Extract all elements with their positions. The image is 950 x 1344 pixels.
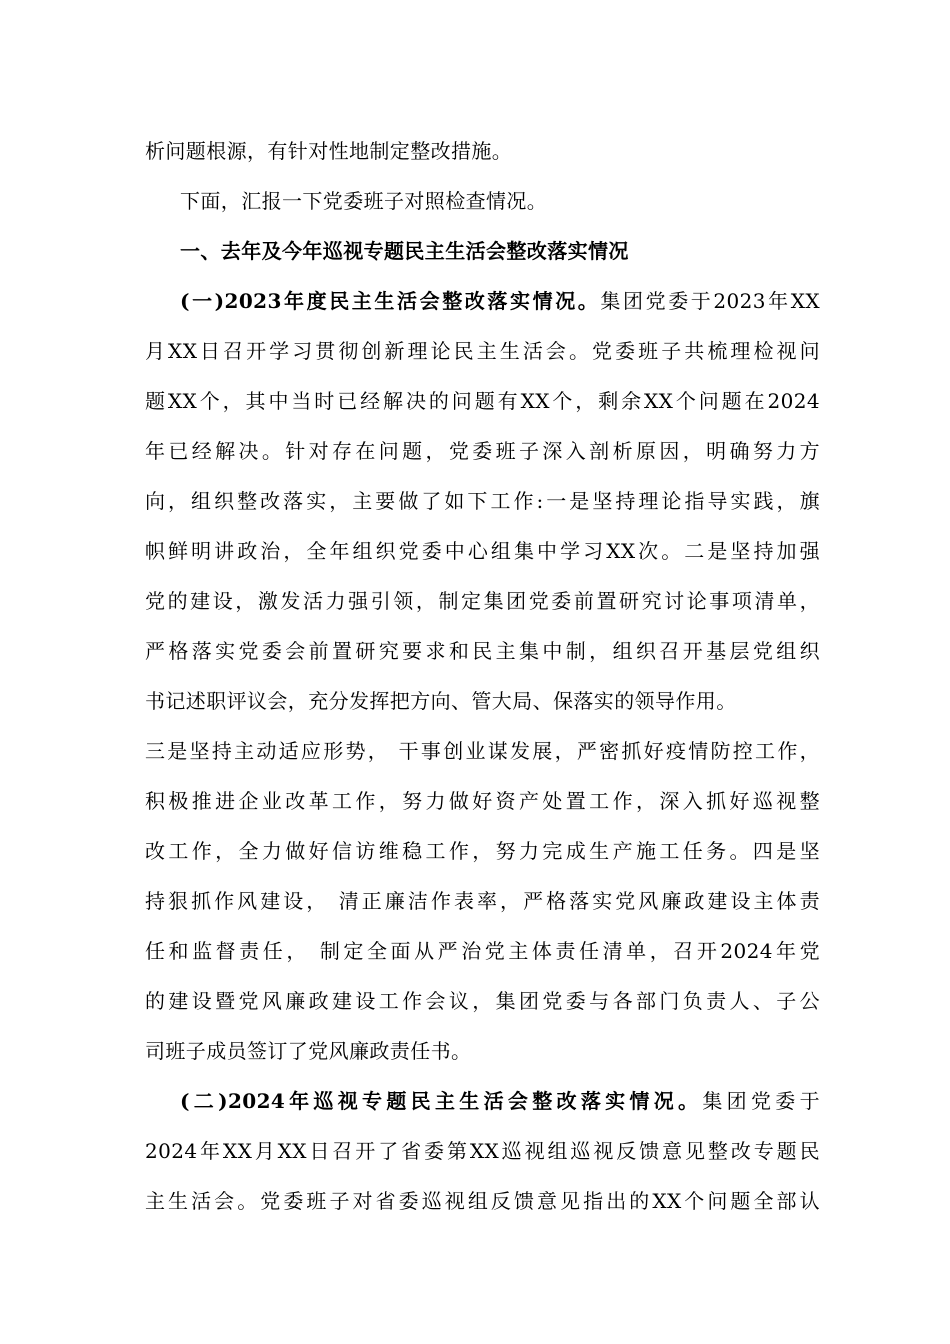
text-line: 帜鲜明讲政治，全年组织党委中心组集中学习XX次。二是坚持加强 (145, 539, 820, 563)
text-line: 题XX个，其中当时已经解决的问题有XX个，剩余XX个问题在2024 (145, 389, 820, 413)
text-line: 2024年XX月XX日召开了省委第XX巡视组巡视反馈意见整改专题民 (145, 1139, 820, 1163)
text-line: 持狠抓作风建设， 清正廉洁作表率，严格落实党风廉政建设主体责 (145, 889, 820, 913)
text-line: 的建设暨党风廉政建设工作会议，集团党委与各部门负责人、子公 (145, 989, 820, 1013)
text-line: 改工作，全力做好信访维稳工作，努力完成生产施工任务。四是坚 (145, 839, 820, 863)
text-line: 月XX日召开学习贯彻创新理论民主生活会。党委班子共梳理检视问 (145, 339, 820, 363)
text-line: 任和监督责任， 制定全面从严治党主体责任清单，召开2024年党 (145, 939, 820, 963)
text-line: 下面，汇报一下党委班子对照检查情况。 (180, 189, 548, 213)
text-line: 书记述职评议会，充分发挥把方向、管大局、保落实的领导作用。 (145, 689, 737, 713)
section-heading: 一、去年及今年巡视专题民主生活会整改落实情况 (180, 239, 629, 263)
text-line: 严格落实党委会前置研究要求和民主集中制，组织召开基层党组织 (145, 639, 820, 663)
text-line: 三是坚持主动适应形势， 干事创业谋发展，严密抓好疫情防控工作， (145, 739, 820, 763)
text-line: 年已经解决。针对存在问题，党委班子深入剖析原因，明确努力方 (145, 439, 820, 463)
text-span: 集团党委于2023年XX (600, 289, 820, 313)
subsection-line (180, 1086, 820, 1116)
subsection-heading: (二)2024年巡视专题民主生活会整改落实情况。 (180, 1089, 703, 1113)
text-span: 集团党委于 (702, 1089, 820, 1113)
text-line: 主生活会。党委班子对省委巡视组反馈意见指出的XX个问题全部认 (145, 1189, 820, 1213)
text-line: 司班子成员签订了党风廉政责任书。 (145, 1039, 472, 1063)
subsection-heading: (一)2023年度民主生活会整改落实情况。 (180, 289, 601, 313)
text-line: 析问题根源，有针对性地制定整改措施。 (145, 139, 513, 163)
subsection-line (180, 286, 820, 316)
text-line: 积极推进企业改革工作，努力做好资产处置工作，深入抓好巡视整 (145, 789, 820, 813)
text-line: 向，组织整改落实，主要做了如下工作:一是坚持理论指导实践，旗 (145, 489, 820, 513)
text-line: 党的建设，激发活力强引领，制定集团党委前置研究讨论事项清单， (145, 589, 820, 613)
